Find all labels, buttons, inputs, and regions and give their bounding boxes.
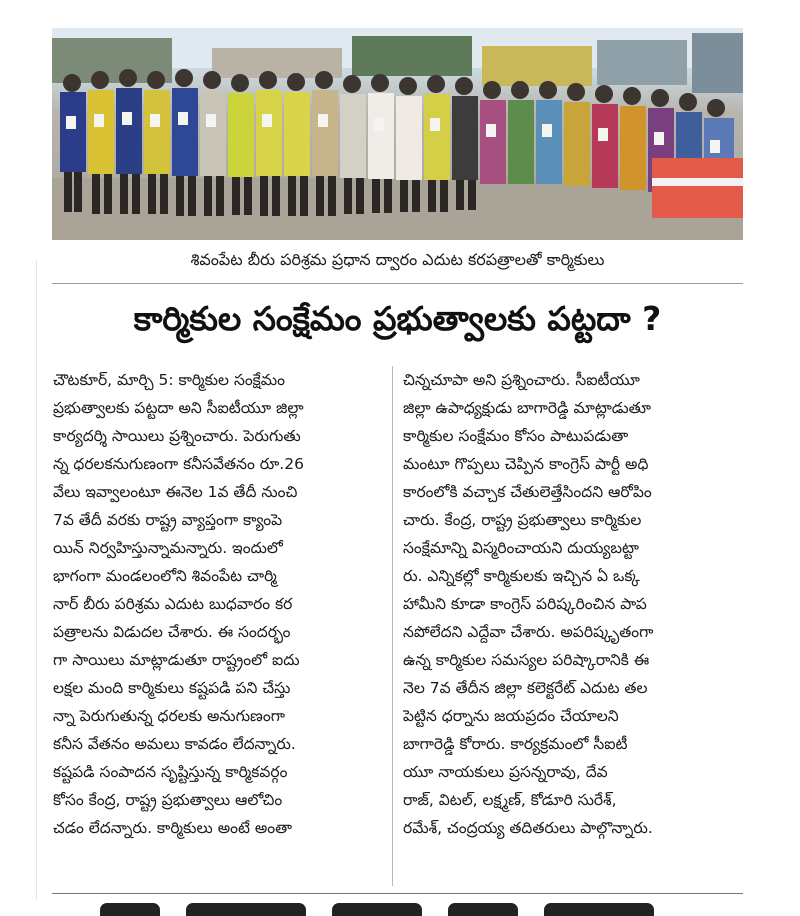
article-line: కష్టపడి సంపాదన సృష్టిస్తున్న కార్మికవర్గం — [53, 763, 288, 781]
column-divider — [392, 366, 393, 886]
article-line: బాగారెడ్డి కోరారు. కార్యక్రమంలో సీఐటీ — [403, 735, 628, 753]
article-headline: కార్మికుల సంక్షేమం ప్రభుత్వాలకు పట్టదా ? — [133, 298, 662, 338]
article-line: 7వ తేదీ వరకు రాష్ట్ర వ్యాప్తంగా క్యాంపె — [53, 511, 283, 529]
article-line: కార్మికుల సంక్షేమం కోసం పాటుపడుతా — [403, 427, 629, 445]
article-line: భాగంగా మండలంలోని శివంపేట చార్మి — [53, 567, 277, 585]
article-line: మంటూ గొప్పలు చెప్పిన కాంగ్రెస్ పార్టీ అధి — [403, 455, 649, 473]
next-headline-clipped — [100, 899, 740, 916]
article-line: న్నా పెరుగుతున్న ధరలకు అనుగుణంగా — [53, 707, 285, 725]
article-line: కనీస వేతనం అమలు కావడం లేదన్నారు. — [53, 735, 296, 753]
article-line: కార్యదర్శి సాయిలు ప్రశ్నించారు. పెరుగుతు — [53, 427, 301, 445]
article-line: చారు. కేంద్ర, రాష్ట్ర ప్రభుత్వాలు కార్మికుల — [403, 511, 642, 529]
article-line: యూ నాయకులు ప్రసన్నరావు, దేవ — [403, 763, 608, 781]
article-line: వేలు ఇవ్వాలంటూ ఈనెల 1వ తేదీ నుంచి — [53, 483, 298, 501]
article-line: రమేశ్, చంద్రయ్య తదితరులు పాల్గొన్నారు. — [403, 819, 653, 837]
article-line: కారంలోకి వచ్చాక చేతులెత్తేసిందని ఆరోపిం — [403, 483, 652, 501]
article-line: పత్రాలను విడుదల చేశారు. ఈ సందర్భం — [53, 623, 291, 641]
article-line: రాజ్, విటల్, లక్ష్మణ్, కోడూరి సురేశ్, — [403, 791, 617, 809]
article-line: చిన్నచూపా అని ప్రశ్నించారు. సీఐటీయూ — [403, 371, 640, 389]
divider — [52, 283, 743, 284]
article-column-right — [403, 366, 743, 842]
article-column-left — [53, 366, 393, 842]
article-line: ప్రభుత్వాలకు పట్టదా అని సీఐటీయూ జిల్లా — [53, 399, 304, 417]
news-photo — [52, 28, 743, 240]
workers-holding-pamphlets-photo — [52, 28, 743, 240]
article-line: లక్షల మంది కార్మికులు కష్టపడి పని చేస్తు — [53, 679, 291, 697]
article-line: గా సాయిలు మాట్లాడుతూ రాష్ట్రంలో ఐదు — [53, 651, 300, 669]
article-line: జిల్లా ఉపాధ్యక్షుడు బాగారెడ్డి మాట్లాడుతూ — [403, 399, 652, 417]
divider-bottom — [52, 893, 743, 894]
page-margin-rule — [36, 260, 37, 900]
article-line: రు. ఎన్నికల్లో కార్మికులకు ఇచ్చిన ఏ ఒక్క — [403, 567, 640, 585]
article-line: పెట్టిన ధర్నాను జయప్రదం చేయాలని — [403, 707, 619, 725]
article-line: చౌటకూర్, మార్చి 5: కార్మికుల సంక్షేమం — [53, 371, 286, 389]
article-line: నెల 7వ తేదీన జిల్లా కలెక్టరేట్ ఎదుట తల — [403, 679, 648, 697]
article-line: న్న ధరలకనుగుణంగా కనీసవేతనం రూ.26 — [53, 455, 304, 473]
article-line: కోసం కేంద్ర, రాష్ట్ర ప్రభుత్వాలు ఆలోచిం — [53, 791, 283, 809]
photo-caption: శివంపేట బీరు పరిశ్రమ ప్రధాన ద్వారం ఎదుట కరపత్రాలతో కార్మికులు — [190, 249, 605, 269]
article-line: సంక్షేమాన్ని విస్మరించాయని దుయ్యబట్టా — [403, 539, 639, 557]
article-line: నపోలేదని ఎద్దేవా చేశారు. అపరిష్కృతంగా — [403, 623, 654, 641]
article-line: యిన్ నిర్వహిస్తున్నామన్నారు. ఇందులో — [53, 539, 283, 557]
article-line: హామీని కూడా కాంగ్రెస్ పరిష్కరించిన పాప — [403, 595, 647, 613]
article-line: చడం లేదన్నారు. కార్మికులు అంటే అంతా — [53, 819, 293, 837]
article-line: నార్ బీరు పరిశ్రమ ఎదుట బుధవారం కర — [53, 595, 293, 613]
article-line: ఉన్న కార్మికుల సమస్యల పరిష్కారానికి ఈ — [403, 651, 650, 669]
